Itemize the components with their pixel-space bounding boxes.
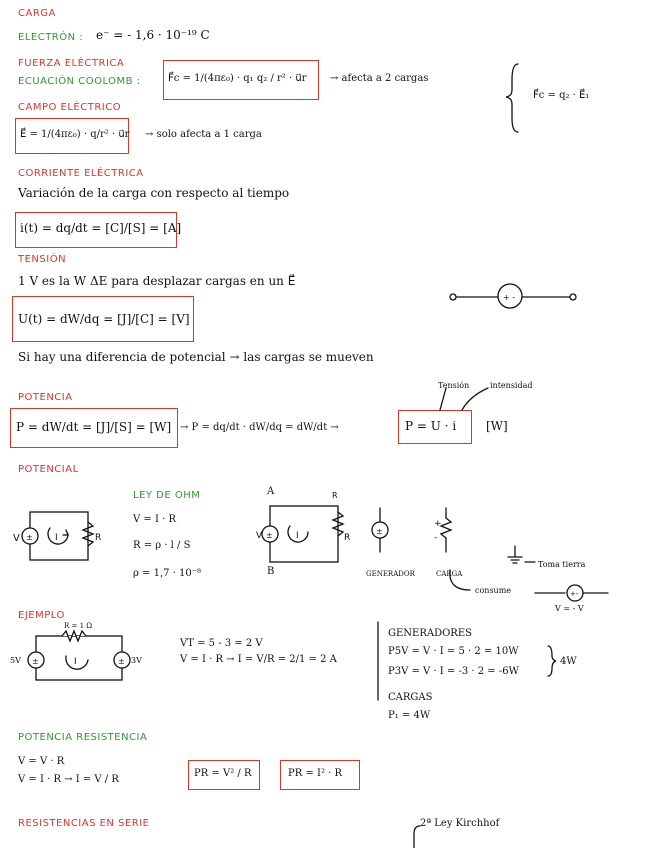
total-brace-icon [548,646,556,676]
node-a-label: A [267,486,275,497]
carga-icon [434,508,470,590]
title-fuerza: FUERZA ELÉCTRICA [18,58,125,69]
tension-descripcion: 1 V es la W ΔE para desplazar cargas en un E⃗ [18,274,296,288]
p5v-eq: P5V = V · I = 5 · 2 = 10W [388,646,519,657]
generador-label: GENERADOR [366,570,415,578]
intensidad-arrow-icon [462,388,488,410]
ejemplo-r-label: R = 1 Ω [64,622,93,630]
brace-formula: F⃗c = q₂ · E⃗₁ [533,90,590,101]
coulomb-affects: → afecta a 2 cargas [330,73,429,84]
campo-affects: → solo afecta a 1 carga [145,129,262,140]
tension-arrow-icon [440,388,446,410]
ley-ohm-title: LEY DE OHM [133,490,201,501]
svg-text:+-: +- [570,590,579,598]
corriente-descripcion: Variación de la carga con respecto al tiempo [18,186,290,200]
coulomb-formula: F⃗c = 1/(4πε₀) · q₁ q₂ / r² · u⃗r [168,73,307,84]
svg-text:V: V [13,533,20,544]
title-corriente: CORRIENTE ELÉCTRICA [18,168,144,179]
svg-text:I: I [74,657,77,667]
campo-formula: E⃗ = 1/(4πε₀) · q/r² · u⃗r [20,129,130,140]
tension-formula: U(t) = dW/dq = [J]/[C] = [V] [18,312,190,326]
svg-text:+: + [434,519,442,529]
ohm-r-eq: R = ρ · l / S [133,540,191,551]
ohm-circuit-icon [13,512,101,560]
brace-icon [506,64,518,132]
svg-text:R: R [344,533,351,543]
title-pot-resistencia: POTENCIA RESISTENCIA [18,732,148,743]
kirchhoff-label: 2ª Ley Kirchhof [420,818,500,829]
total-power: 4W [560,656,577,667]
potencia-derivacion: → P = dq/dt · dW/dq = dW/dt → [180,422,339,433]
svg-text:±: ± [26,533,33,542]
svg-text:R: R [95,533,102,543]
generador-icon [372,508,388,552]
intensidad-annotation: intensidad [490,381,533,390]
ohm-v-eq: V = I · R [133,514,176,525]
title-potencia: POTENCIA [18,392,73,403]
svg-text:±: ± [118,657,125,666]
tension-annotation: Tensión [438,381,470,390]
ejemplo-src-left: 5V [10,656,21,665]
title-carga: CARGA [18,8,56,19]
potencia-formula: P = dW/dt = [J]/[S] = [W] [16,420,172,434]
ab-circuit-icon [256,491,350,562]
svg-text:±: ± [266,531,273,540]
ohm-rho-eq: ρ = 1,7 · 10⁻⁸ [133,568,202,579]
tension-source-icon [450,284,576,308]
svg-text:±: ± [376,527,383,536]
potencia-result: P = U · i [405,419,457,433]
svg-text:-: - [434,533,438,543]
corriente-formula: i(t) = dq/dt = [C]/[S] = [A] [20,221,182,235]
coulomb-label: ECUACIÓN COOLOMB : [18,76,141,87]
svg-text:±: ± [32,657,39,666]
pr-formula2: PR = I² · R [288,768,343,779]
carga-label: CARGA [436,570,463,578]
svg-text:R: R [332,491,338,500]
svg-text:I: I [55,533,58,543]
ejemplo-src-right: 3V [131,656,142,665]
toma-tierra-label: Toma tierra [538,560,586,569]
svg-text:+ -: + - [503,293,516,302]
pr-line2: V = I · R → I = V / R [18,774,119,785]
title-campo: CAMPO ELÉCTRICO [18,102,122,113]
cargas-title: CARGAS [388,692,433,703]
pr-line1: V = V · R [18,756,65,767]
electron-value: e⁻ = - 1,6 · 10⁻¹⁹ C [96,28,210,42]
ejemplo-vt: VT = 5 - 3 = 2 V [180,638,263,649]
v-minus-v-label: V = - V [555,604,584,613]
generadores-title: GENERADORES [388,628,472,639]
svg-text:I: I [296,531,299,541]
title-potencial: POTENCIAL [18,464,79,475]
consume-label: consume [475,586,512,595]
title-resistencias-serie: RESISTENCIAS EN SERIE [18,818,150,829]
p3v-eq: P3V = V · I = -3 · 2 = -6W [388,666,519,677]
reverse-source-icon [535,585,608,601]
kirchhoff-line-icon [414,826,420,848]
tension-nota: Si hay una diferencia de potencial → las cargas se mueven [18,350,374,364]
potencia-unit: [W] [486,419,508,433]
p1-eq: P₁ = 4W [388,710,431,721]
pr-formula1: PR = V² / R [194,768,252,779]
node-b-label: B [267,566,275,577]
ejemplo-circuit-icon [28,631,130,680]
title-tension: TENSIÓN [18,254,67,265]
electron-label: ELECTRÓN : [18,32,84,43]
ground-icon [508,546,535,563]
svg-text:V: V [256,531,263,541]
title-ejemplo: EJEMPLO [18,610,65,621]
ejemplo-veq: V = I · R → I = V/R = 2/1 = 2 A [180,654,337,665]
